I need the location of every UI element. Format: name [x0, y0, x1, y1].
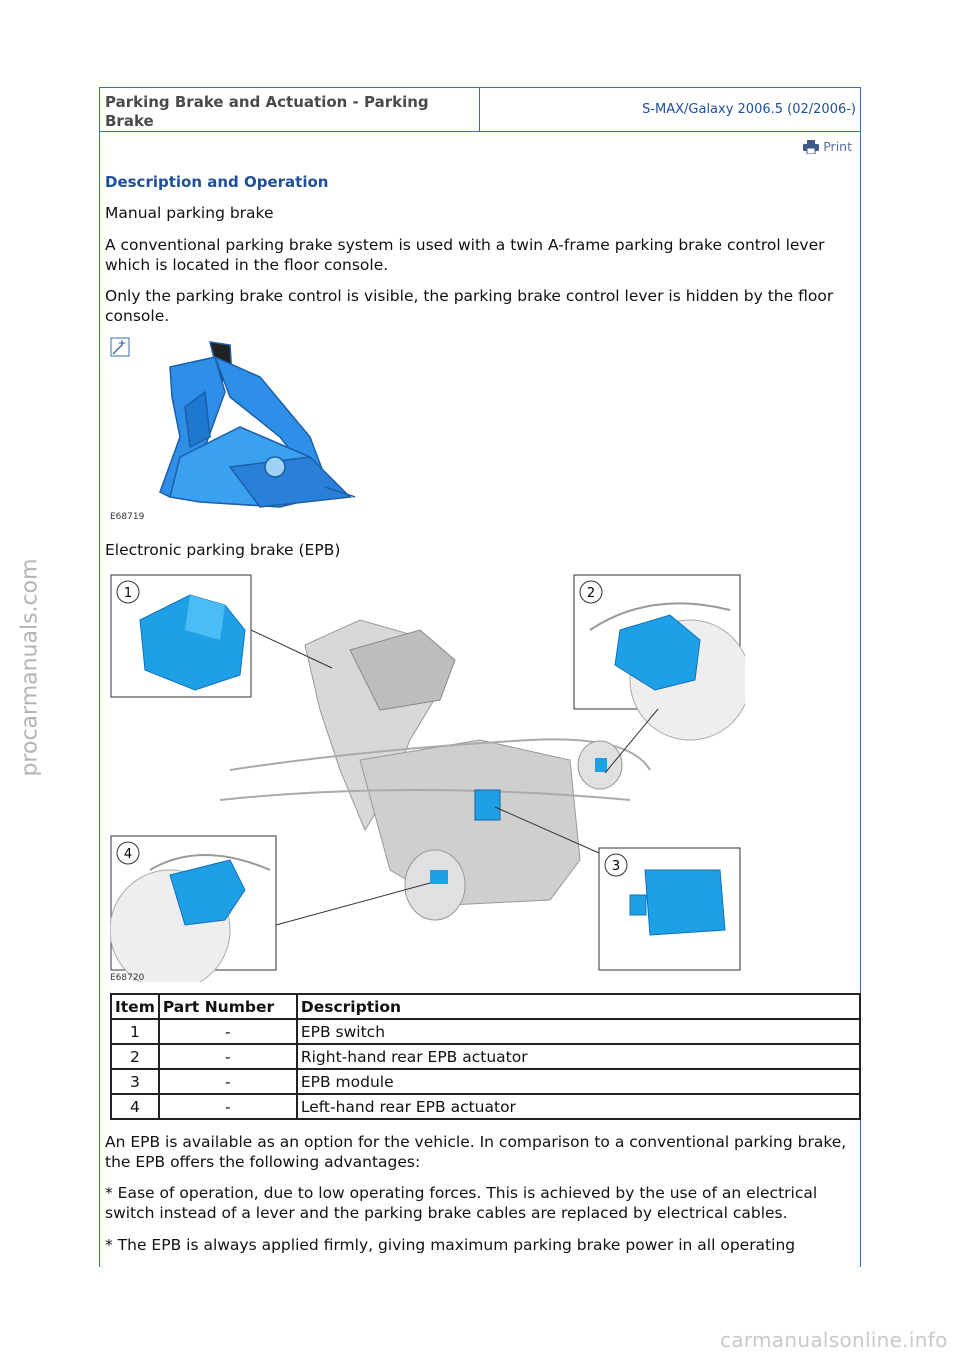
print-icon: [803, 140, 819, 154]
epb-paragraph-1: An EPB is available as an option for the vehicle. In comparison to a conventional parking brake, the EPB offers the following advantages:: [105, 1133, 847, 1171]
epb-bullet-2: * The EPB is always applied firmly, giving maximum parking brake power in all operating: [105, 1236, 796, 1254]
callout-box-4: [110, 836, 430, 982]
description-cell: EPB module: [297, 1069, 860, 1094]
manual-brake-title: Manual parking brake: [105, 204, 274, 222]
item-cell: 1: [111, 1019, 159, 1044]
parking-brake-lever-figure[interactable]: [110, 337, 370, 527]
part-number-cell: -: [159, 1019, 297, 1044]
print-label: Print: [823, 139, 852, 154]
epb-bullet-1: * Ease of operation, due to low operating forces. This is achieved by the use of an electrical switch instead of a lever and the parking brake cables are replaced by electrical cables.: [105, 1184, 818, 1222]
page-title: Parking Brake and Actuation - Parking Brake: [100, 88, 480, 131]
model-label: S-MAX/Galaxy 2006.5 (02/2006-): [642, 102, 856, 117]
table-row: [111, 1094, 860, 1119]
section-heading: Description and Operation: [105, 173, 329, 191]
table-row: [111, 1044, 860, 1069]
part-number-cell: -: [159, 1094, 297, 1119]
figure-code: E68720: [110, 973, 145, 982]
callout-box-1: [111, 575, 332, 697]
item-cell: 2: [111, 1044, 159, 1069]
manual-brake-paragraph-1: A conventional parking brake system is used with a twin A-frame parking brake control lever which is located in the floor console.: [105, 236, 825, 274]
epb-title: Electronic parking brake (EPB): [105, 541, 341, 559]
manual-page: [99, 87, 861, 1267]
item-cell: 3: [111, 1069, 159, 1094]
callout-1: 1: [123, 586, 133, 601]
col-item: Item: [111, 994, 159, 1019]
side-watermark: [10, 560, 50, 775]
table-header-row: [111, 994, 860, 1019]
col-description: Description: [297, 994, 860, 1019]
callout-4: 4: [123, 847, 133, 862]
description-cell: Right-hand rear EPB actuator: [297, 1044, 860, 1069]
zoom-icon[interactable]: [111, 338, 129, 356]
part-number-cell: -: [159, 1069, 297, 1094]
manual-brake-paragraph-2: Only the parking brake control is visible, the parking brake control lever is hidden by the floor console.: [105, 287, 834, 325]
figure-code: E68719: [110, 512, 145, 522]
callout-2: 2: [586, 586, 596, 601]
parts-table: [110, 993, 861, 1120]
side-watermark-text: procarmanuals.com: [17, 558, 43, 777]
item-cell: 4: [111, 1094, 159, 1119]
part-number-cell: -: [159, 1044, 297, 1069]
col-part-number: Part Number: [159, 994, 297, 1019]
print-link[interactable]: [803, 139, 852, 154]
footer-watermark: carmanualsonline.info: [720, 1328, 948, 1352]
description-cell: EPB switch: [297, 1019, 860, 1044]
epb-system-figure[interactable]: [110, 570, 745, 982]
lever-drawing: [160, 342, 355, 507]
callout-3: 3: [611, 859, 621, 874]
description-cell: Left-hand rear EPB actuator: [297, 1094, 860, 1119]
page-header: [99, 87, 861, 132]
table-row: [111, 1069, 860, 1094]
table-row: [111, 1019, 860, 1044]
